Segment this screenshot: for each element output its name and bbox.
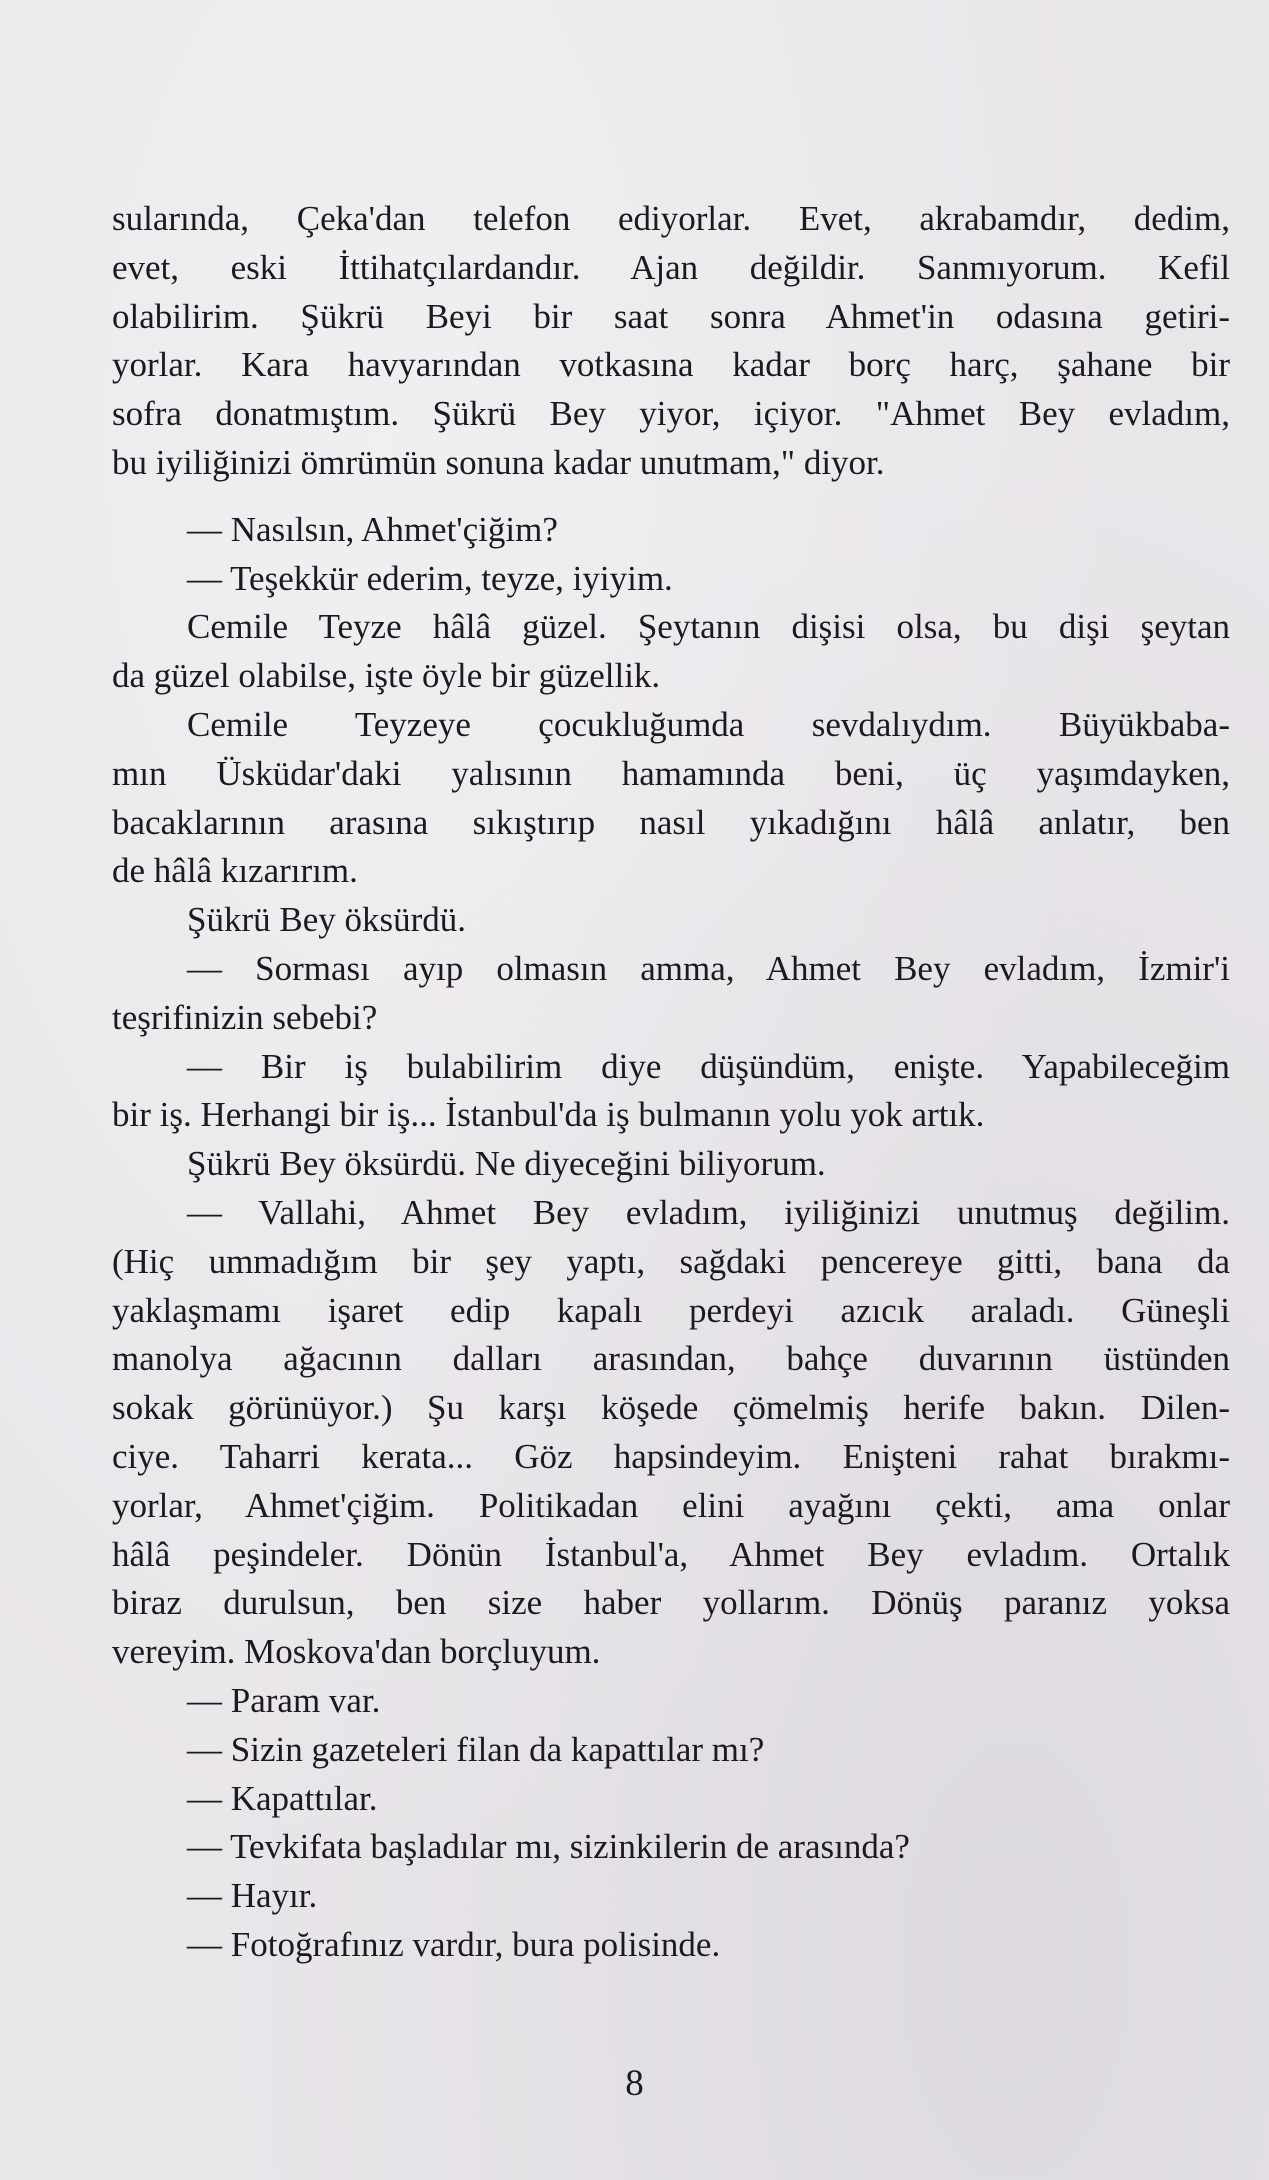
dialogue-line: — Sorması ayıp olmasın amma, Ahmet Bey evladım, İzmir'i <box>187 948 1230 988</box>
text-line: yorlar, Ahmet'çiğim. Politikadan elini ayağını çekti, ama onlar <box>112 1485 1230 1525</box>
text-line: olabilirim. Şükrü Beyi bir saat sonra Ahmet'in odasına getiri- <box>112 296 1230 336</box>
text-line: bu iyiliğinizi ömrümün sonuna kadar unutmam," diyor. <box>112 442 885 482</box>
text-line: Cemile Teyzeye çocukluğumda sevdalıydım. Büyükbaba- <box>187 704 1230 744</box>
text-line: teşrifinizin sebebi? <box>112 997 378 1037</box>
dialogue-line: — Fotoğrafınız vardır, bura polisinde. <box>187 1924 721 1964</box>
text-line: ciye. Taharri kerata... Göz hapsindeyim. Enişteni rahat bırakmı- <box>112 1436 1230 1476</box>
dialogue-line: — Vallahi, Ahmet Bey evladım, iyiliğinizi unutmuş değilim. <box>187 1192 1230 1232</box>
dialogue-line: — Tevkifata başladılar mı, sizinkilerin de arasında? <box>187 1827 910 1867</box>
text-line: biraz durulsun, ben size haber yollarım. Dönüş paranız yoksa <box>112 1583 1230 1623</box>
body-text <box>112 195 1230 1970</box>
dialogue-line: — Teşekkür ederim, teyze, iyiyim. <box>187 558 673 598</box>
text-line: de hâlâ kızarırım. <box>112 851 358 891</box>
dialogue-line: — Bir iş bulabilirim diye düşündüm, enişte. Yapabileceğim <box>187 1046 1230 1086</box>
text-line: da güzel olabilse, işte öyle bir güzellik. <box>112 656 661 696</box>
text-line: sularında, Çeka'dan telefon ediyorlar. Evet, akrabamdır, dedim, <box>112 199 1230 238</box>
paragraph-gap <box>112 488 1230 506</box>
dialogue-line: — Hayır. <box>187 1876 318 1916</box>
text-line: Cemile Teyze hâlâ güzel. Şeytanın dişisi olsa, bu dişi şeytan <box>187 607 1230 647</box>
text-line: sofra donatmıştım. Şükrü Bey yiyor, içiyor. "Ahmet Bey evladım, <box>112 394 1230 434</box>
dialogue-line: — Sizin gazeteleri filan da kapattılar mı? <box>187 1729 765 1769</box>
text-line: yorlar. Kara havyarından votkasına kadar borç harç, şahane bir <box>112 345 1230 385</box>
text-line: Şükrü Bey öksürdü. <box>187 900 467 940</box>
text-line: mın Üsküdar'daki yalısının hamamında beni, üç yaşımdayken, <box>112 753 1230 793</box>
text-line: bacaklarının arasına sıkıştırıp nasıl yıkadığını hâlâ anlatır, ben <box>112 802 1230 842</box>
text-line: bir iş. Herhangi bir iş... İstanbul'da iş bulmanın yolu yok artık. <box>112 1095 985 1135</box>
text-line: yaklaşmamı işaret edip kapalı perdeyi azıcık araladı. Güneşli <box>112 1290 1230 1330</box>
text-line: sokak görünüyor.) Şu karşı köşede çömelmiş herife bakın. Dilen- <box>112 1388 1230 1428</box>
text-line: evet, eski İttihatçılardandır. Ajan değildir. Sanmıyorum. Kefil <box>112 247 1230 287</box>
page-number: 8 <box>625 2063 644 2104</box>
text-line: (Hiç ummadığım bir şey yaptı, sağdaki pencereye gitti, bana da <box>112 1241 1230 1281</box>
dialogue-line: — Param var. <box>187 1680 381 1720</box>
text-line: hâlâ peşindeler. Dönün İstanbul'a, Ahmet Bey evladım. Ortalık <box>112 1534 1230 1574</box>
dialogue-line: — Nasılsın, Ahmet'çiğim? <box>187 509 558 549</box>
text-line: vereyim. Moskova'dan borçluyum. <box>112 1632 601 1672</box>
dialogue-line: — Kapattılar. <box>187 1778 378 1818</box>
text-line: Şükrü Bey öksürdü. Ne diyeceğini biliyorum. <box>187 1144 826 1184</box>
text-line: manolya ağacının dalları arasından, bahçe duvarının üstünden <box>112 1339 1230 1379</box>
